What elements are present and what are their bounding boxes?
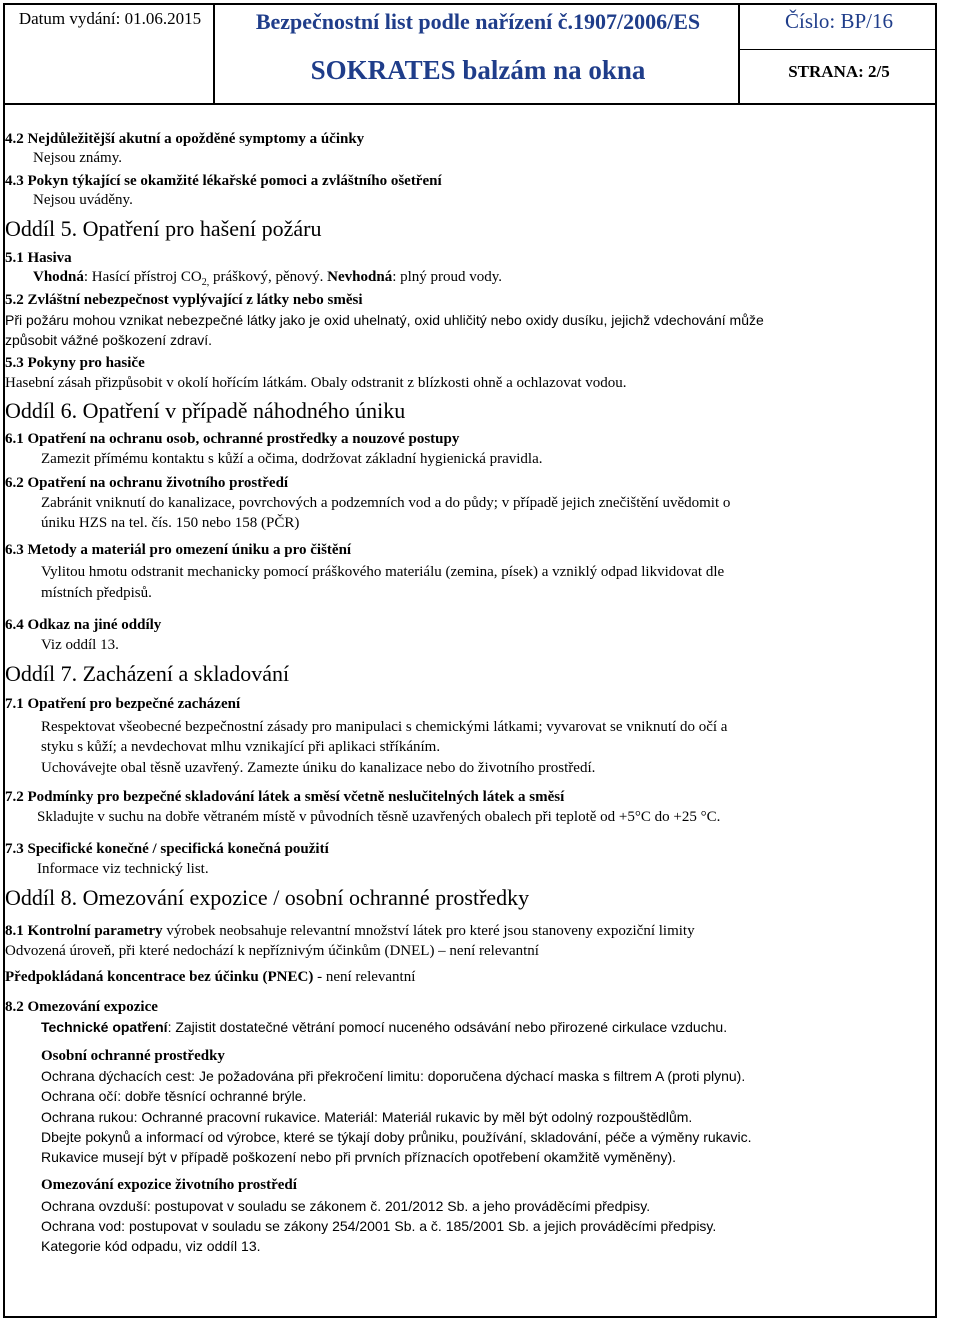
list-item: Ochrana vod: postupovat v souladu se zákony 254/2001 Sb. a č. 185/2001 Sb. a jejich prováděcími předpisy. [41,1218,717,1234]
subscript: 2, [201,277,210,288]
paragraph: Informace viz technický list. [37,861,209,877]
text: - není relevantní [313,969,416,985]
header-divider [740,49,935,50]
paragraph: způsobit vážné poškození zdraví. [5,332,213,348]
label: Nevhodná [327,269,393,285]
paragraph: Skladujte v suchu na dobře větraném místě v původních těsně uzavřených obalech při teplotě od +5°C do +25 °C. [37,809,721,825]
section-heading: Oddíl 6. Opatření v případě náhodného úniku [5,398,406,423]
label: Předpokládaná koncentrace bez účinku (PNEC) [5,969,314,985]
paragraph: Nejsou známy. [33,150,123,166]
text: výrobek neobsahuje relevantní množství látek pro které jsou stanoveny expoziční limity [162,923,695,939]
section-heading: Oddíl 8. Omezování expozice / osobní ochranné prostředky [5,885,530,910]
subsection-title: 5.1 Hasiva [5,250,72,266]
subsection-title: 7.1 Opatření pro bezpečné zacházení [5,696,241,712]
text: : plný proud vody. [392,269,503,285]
list-item: Ochrana očí: dobře těsnící ochranné brýle. [41,1088,307,1104]
paragraph: Odvozená úroveň, při které nedochází k nepříznivým účinkům (DNEL) – není relevantní [5,943,539,959]
subsection-title: 6.3 Metody a materiál pro omezení úniku a pro čištění [5,542,352,558]
paragraph: úniku HZS na tel. čís. 150 nebo 158 (PČR) [41,515,300,531]
subsection-title: 4.2 Nejdůležitější akutní a opožděné symptomy a účinky [5,131,365,147]
paragraph [41,1018,727,1036]
paragraph: místních předpisů. [41,585,152,601]
text: práškový, pěnový. [209,269,324,285]
subsection-title: 6.4 Odkaz na jiné oddíly [5,617,162,633]
paragraph: Při požáru mohou vznikat nebezpečné látky jako je oxid uhelnatý, oxid uhličitý nebo oxidy dusíku, jejichž vdechování může [5,312,764,328]
text: : Zajistit dostatečné větrání pomocí nuceného odsávání nebo přirozené cirkulace vzduchu. [167,1019,728,1035]
page-number: STRANA: 2/5 [788,62,890,81]
paragraph: Vylitou hmotu odstranit mechanicky pomocí práškového materiálu (zemina, písek) a vzniklý odpad likvidovat dle [41,564,725,580]
paragraph: Respektovat všeobecné bezpečnostní zásady pro manipulaci s chemickými látkami; vyvarovat se vniknutí do očí a [41,719,728,735]
paragraph: Uchovávejte obal těsně uzavřený. Zamezte úniku do kanalizace nebo do životního prostředí. [41,760,596,776]
issue-date: Datum vydání: 01.06.2015 [18,9,202,28]
list-item: Dbejte pokynů a informací od výrobce, které se týkají doby průniku, používání, skladování, péče a výměny rukavic. [41,1129,752,1145]
subheading: Omezování expozice životního prostředí [41,1177,297,1193]
paragraph: Zamezit přímému kontaktu s kůží a očima, dodržovat základní hygienická pravidla. [41,451,543,467]
paragraph [5,922,695,940]
subsection-title: 6.2 Opatření na ochranu životního prostředí [5,475,289,491]
list-item: Ochrana rukou: Ochranné pracovní rukavice. Materiál: Materiál rukavic by měl být odolný rozpouštědlům. [41,1109,693,1125]
paragraph: Nejsou uváděny. [33,192,133,208]
section-heading: Oddíl 7. Zacházení a skladování [5,661,290,686]
document-header [5,5,935,105]
paragraph: Zabránit vniknutí do kanalizace, povrchových a podzemních vod a do půdy; v případě jejich znečištění uvědomit o [41,495,731,511]
section-heading: Oddíl 5. Opatření pro hašení požáru [5,216,322,241]
label: Technické opatření [41,1019,168,1035]
subheading: Osobní ochranné prostředky [41,1048,225,1064]
product-name: SOKRATES balzám na okna [310,55,646,85]
subsection-title: 5.2 Zvláštní nebezpečnost vyplývající z látky nebo směsi [5,292,363,308]
subsection-title: 6.1 Opatření na ochranu osob, ochranné prostředky a nouzové postupy [5,431,460,447]
subsection-title: 4.3 Pokyn týkající se okamžité lékařské pomoci a zvláštního ošetření [5,173,442,189]
paragraph: styku s kůží; a nevdechovat mlhu vznikající při aplikaci stříkáním. [41,739,441,755]
paragraph [5,968,415,986]
subsection-title: 7.2 Podmínky pro bezpečné skladování látek a směsí včetně neslučitelných látek a směsí [5,789,565,805]
list-item: Ochrana ovzduší: postupovat v souladu se zákonem č. 201/2012 Sb. a jeho prováděcími předpisy. [41,1198,651,1214]
subsection-title: 7.3 Specifické konečné / specifická konečná použití [5,841,329,857]
label: Vhodná [33,269,84,285]
paragraph [33,268,502,292]
subsection-title: 8.1 Kontrolní parametry [5,923,163,939]
text: : Hasící přístroj CO [83,269,202,285]
list-item: Rukavice musejí být v případě poškození nebo při prvních příznacích opotřebení okamžitě vyměněny). [41,1149,676,1165]
regulation-title: Bezpečnostní list podle nařízení č.1907/2006/ES [255,9,701,34]
document-number: Číslo: BP/16 [785,9,893,33]
paragraph: Hasební zásah přizpůsobit v okolí hořícím látkám. Obaly odstranit z blízkosti ohně a ochlazovat vodou. [5,375,627,391]
paragraph: Viz oddíl 13. [41,637,119,653]
list-item: Ochrana dýchacích cest: Je požadována při překročení limitu: doporučena dýchací maska s filtrem A (proti plynu). [41,1068,746,1084]
subsection-title: 5.3 Pokyny pro hasiče [5,355,145,371]
subsection-title: 8.2 Omezování expozice [5,999,158,1015]
list-item: Kategorie kód odpadu, viz oddíl 13. [41,1238,261,1254]
